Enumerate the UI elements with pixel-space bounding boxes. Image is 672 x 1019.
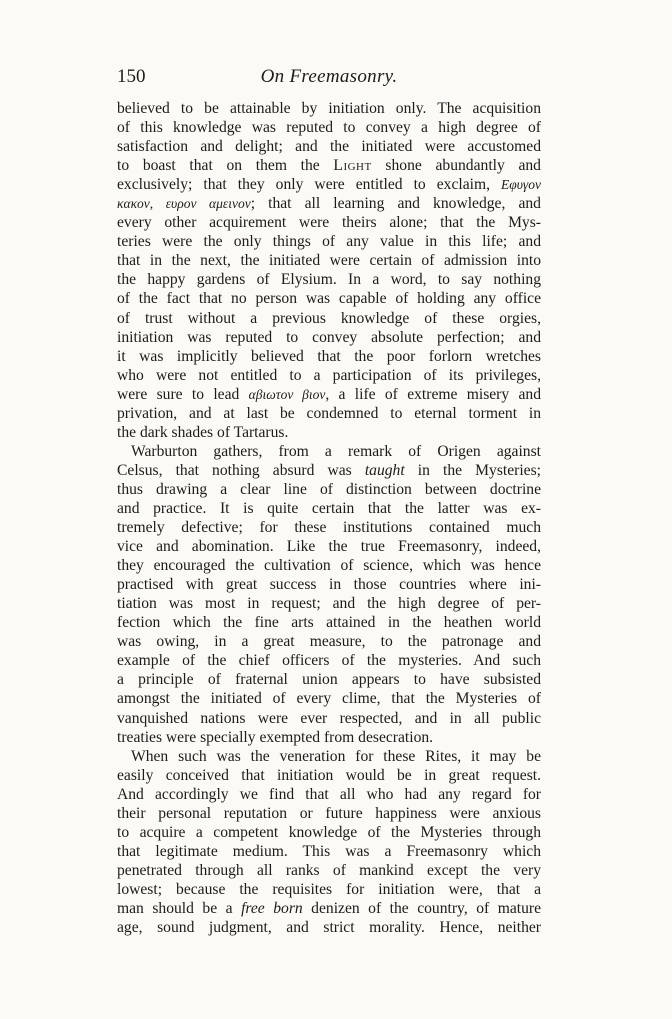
text-line (117, 232, 541, 251)
text-segment: satisfaction and delight; and the initiated were accustomed (117, 138, 541, 156)
text-segment: penetrated through all ranks of mankind except the very (117, 861, 541, 879)
text-line (117, 251, 541, 270)
text-segment: tiation was most in request; and the high degree of per- (117, 595, 541, 613)
italic-text: free born (241, 899, 303, 917)
text-segment: that legitimate medium. This was a Freemasonry which (117, 842, 541, 860)
text-segment: a principle of fraternal union appears to have subsisted (117, 671, 541, 689)
text-line (117, 709, 541, 728)
text-line (117, 99, 541, 118)
body-text (117, 99, 541, 937)
text-segment: fection which the fine arts attained in the heathen world (117, 614, 541, 632)
text-segment: vanquished nations were ever respected, and in all public (117, 709, 541, 727)
text-line (117, 918, 541, 937)
text-segment: initiation was reputed to convey absolute perfection; and (117, 328, 541, 346)
text-line (117, 194, 541, 213)
text-line (117, 175, 541, 194)
text-segment: to acquire a competent knowledge of the Mysteries through (117, 823, 541, 841)
text-line (117, 632, 541, 651)
text-line (117, 213, 541, 232)
text-line (117, 442, 541, 461)
italic-text: taught (364, 461, 405, 479)
text-segment: practised with great success in those countries where ini- (117, 576, 541, 594)
text-line (117, 270, 541, 289)
text-line (117, 347, 541, 366)
text-segment: they encouraged the cultivation of science, which was hence (117, 557, 541, 575)
text-segment: vice and abomination. Like the true Freemasonry, indeed, (117, 538, 541, 556)
greek-text: κακον, ευρον αμεινον (117, 196, 251, 212)
text-line (117, 594, 541, 613)
text-line (117, 118, 541, 137)
text-segment: amongst the initiated of every clime, that the Mysteries of (117, 690, 541, 708)
text-segment: lowest; because the requisites for initiation were, that a (117, 880, 541, 898)
text-line (117, 404, 541, 423)
text-segment: of this knowledge was reputed to convey a high degree of (117, 119, 541, 137)
text-segment: teries were the only things of any value in this life; and (117, 233, 541, 251)
text-line (117, 385, 541, 404)
text-line (117, 575, 541, 594)
text-segment: who were not entitled to a participation of its privileges, (117, 366, 541, 384)
text-line (117, 366, 541, 385)
page-number: 150 (117, 66, 146, 87)
text-segment: man should be a (117, 899, 242, 917)
text-segment: the happy gardens of Elysium. In a word, to say nothing (117, 271, 541, 289)
text-segment: exclusively; that they only were entitled to exclaim, (117, 176, 502, 194)
text-segment: age, sound judgment, and strict morality. Hence, neither (117, 919, 541, 937)
text-line (117, 842, 541, 861)
text-line (117, 766, 541, 785)
text-segment: it was implicitly believed that the poor forlorn wretches (117, 347, 541, 365)
text-segment: was owing, in a great measure, to the patronage and (117, 633, 541, 651)
text-segment: and practice. It is quite certain that the latter was ex- (117, 499, 541, 517)
text-segment: , a life of extreme misery and (325, 385, 541, 403)
text-line (117, 137, 541, 156)
smallcaps-text: Light (333, 157, 372, 175)
text-line (117, 461, 541, 480)
text-segment: example of the chief officers of the mysteries. And such (117, 652, 541, 670)
text-segment: treaties were specially exempted from desecration. (117, 728, 434, 746)
text-line (117, 899, 541, 918)
text-segment: in the Mysteries; (404, 461, 541, 479)
text-segment: of the fact that no person was capable of holding any office (117, 290, 541, 308)
text-segment: Celsus, that nothing absurd was (117, 461, 365, 479)
text-segment: ; that all learning and knowledge, and (250, 195, 541, 213)
text-line (117, 423, 541, 442)
greek-text: Εφυγον (501, 177, 541, 193)
text-segment: of trust without a previous knowledge of these orgies, (117, 309, 541, 327)
text-line (117, 518, 541, 537)
text-segment: And accordingly we find that all who had any regard for (117, 785, 541, 803)
text-segment: privation, and at last be condemned to eternal torment in (117, 404, 541, 422)
text-segment: denizen of the country, of mature (302, 899, 541, 917)
text-line (117, 328, 541, 347)
page-header (117, 66, 541, 92)
text-line (117, 289, 541, 308)
text-line (117, 613, 541, 632)
text-line (117, 156, 541, 175)
text-line (117, 651, 541, 670)
text-line (117, 480, 541, 499)
text-line (117, 309, 541, 328)
text-segment: their personal reputation or future happiness were anxious (117, 804, 541, 822)
text-segment: to boast that on them the (117, 157, 334, 175)
text-line (117, 880, 541, 899)
text-segment: tremely defective; for these institutions contained much (117, 519, 541, 537)
text-line (117, 556, 541, 575)
text-line (117, 670, 541, 689)
text-line (117, 861, 541, 880)
text-segment: Warburton gathers, from a remark of Origen against (131, 442, 541, 460)
text-segment: every other acquirement were theirs alone; that the Mys- (117, 214, 541, 232)
text-line (117, 804, 541, 823)
text-line (117, 823, 541, 842)
text-segment: the dark shades of Tartarus. (117, 423, 289, 441)
text-line (117, 728, 541, 747)
running-title: On Freemasonry. (260, 66, 398, 87)
text-line (117, 747, 541, 766)
text-line (117, 499, 541, 518)
text-segment: easily conceived that initiation would be in great request. (117, 766, 541, 784)
text-segment: believed to be attainable by initiation only. The acquisition (117, 100, 541, 117)
greek-text: αβιωτον βιον (248, 386, 326, 402)
text-line (117, 785, 541, 804)
text-segment: thus drawing a clear line of distinction between doctrine (117, 480, 541, 498)
text-segment: When such was the veneration for these Rites, it may be (131, 747, 541, 765)
text-segment: were sure to lead (117, 385, 249, 403)
text-segment: shone abundantly and (371, 157, 541, 175)
text-segment: that in the next, the initiated were certain of admission into (117, 252, 541, 270)
text-line (117, 689, 541, 708)
text-line (117, 537, 541, 556)
